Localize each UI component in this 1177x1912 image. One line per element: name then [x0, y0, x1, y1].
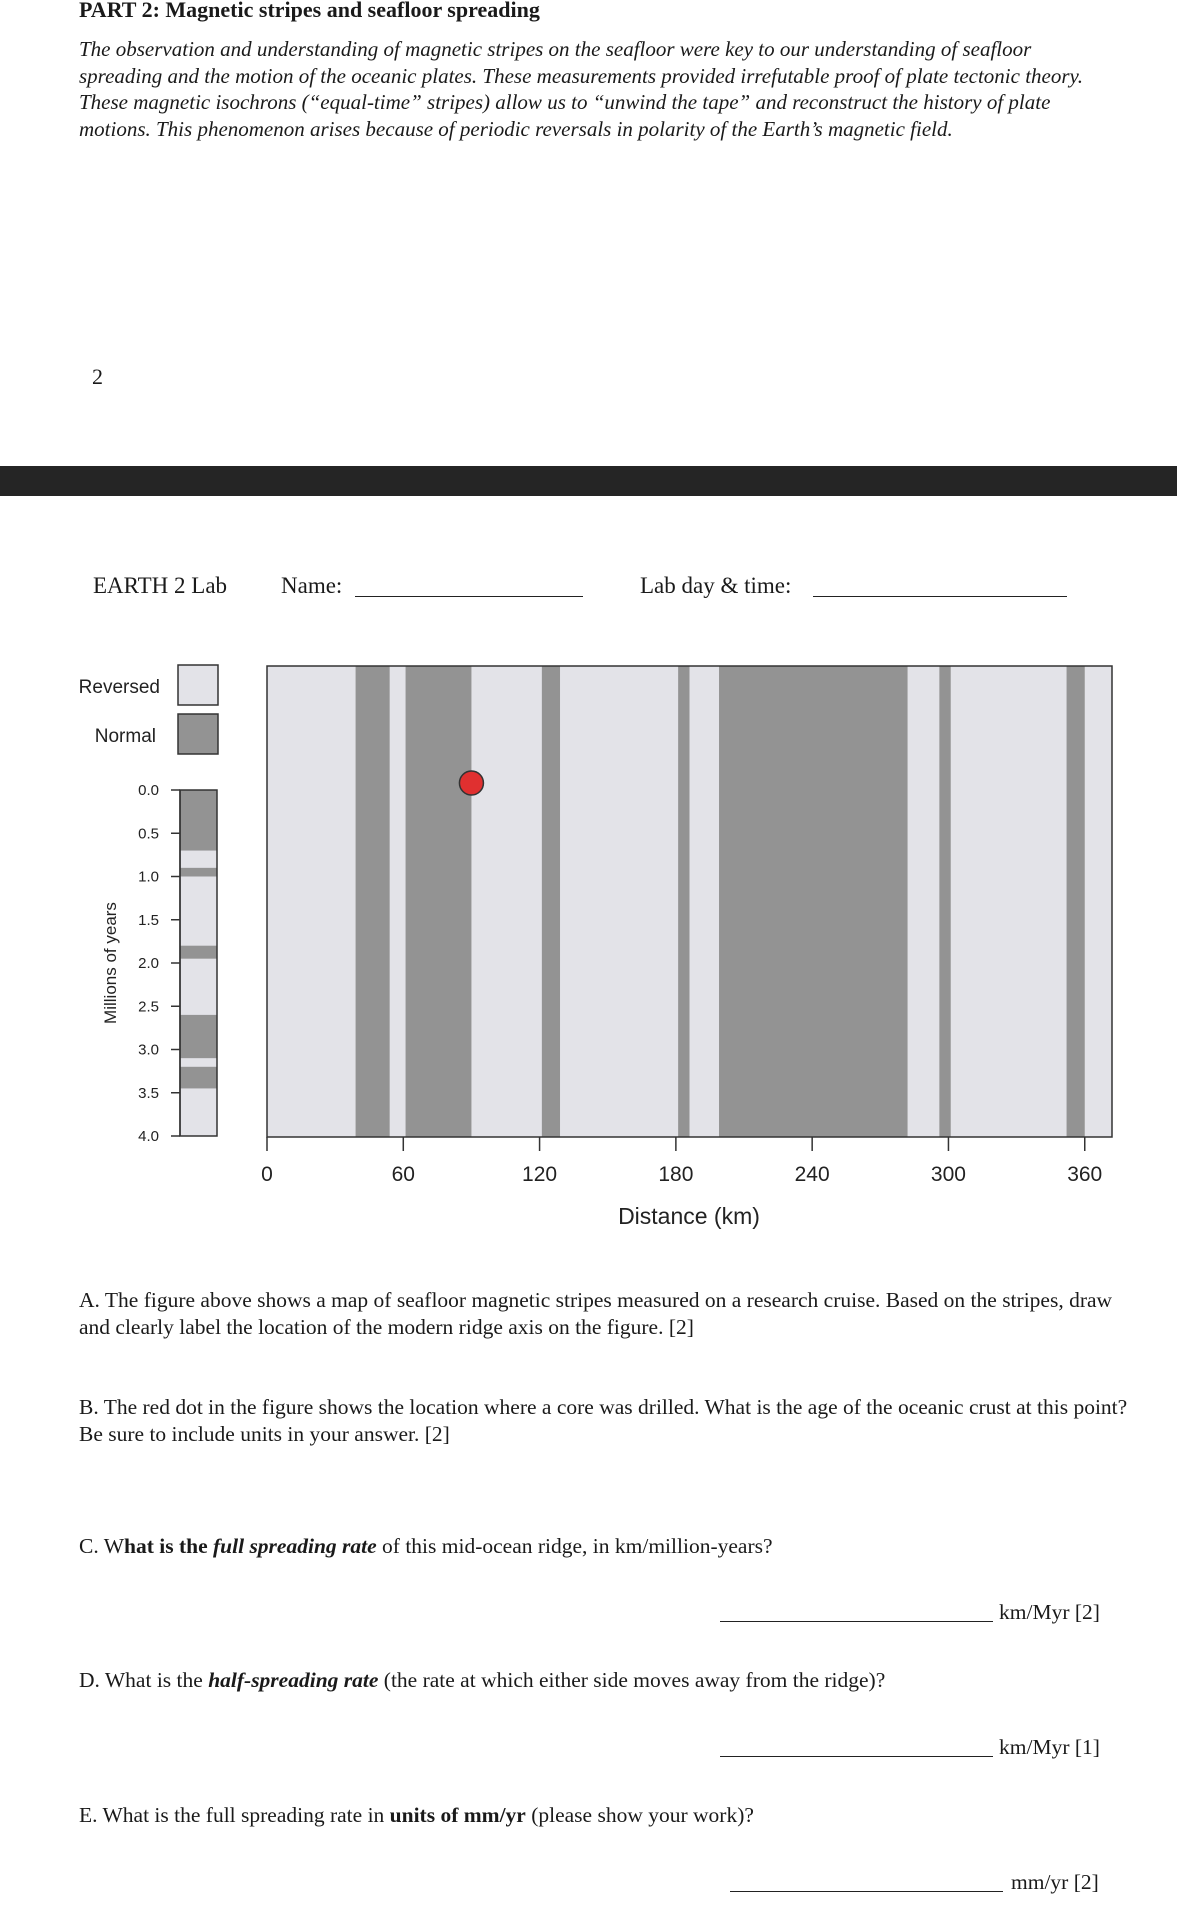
normal-stripe	[719, 666, 908, 1137]
question-d-emphasis: half-spreading rate	[208, 1668, 379, 1692]
question-c-rest: of this mid-ocean ridge, in km/million-years?	[376, 1534, 773, 1558]
normal-stripe	[678, 666, 689, 1137]
answer-d-field[interactable]	[720, 1756, 993, 1757]
timescale-normal-interval	[180, 868, 217, 877]
legend-reversed-swatch	[178, 665, 218, 705]
map-tick-label: 360	[1067, 1163, 1103, 1186]
legend-normal-label: Normal	[94, 726, 156, 747]
answer-d-unit: km/Myr [1]	[999, 1735, 1100, 1759]
timescale-tick-label: 1.5	[138, 911, 159, 929]
map-tick-label: 300	[930, 1163, 966, 1186]
question-e	[79, 1802, 1129, 1829]
lab-day-label: Lab day & time:	[640, 573, 792, 598]
timescale-normal-interval	[180, 1067, 217, 1089]
name-field[interactable]	[355, 596, 583, 597]
question-e-rest: (please show your work)?	[525, 1803, 754, 1827]
page-number: 2	[92, 364, 103, 389]
question-c-prefix: C. W	[79, 1534, 124, 1558]
question-e-prefix: E. What is the full spreading rate in	[79, 1803, 390, 1827]
timescale-tick-label: 3.5	[138, 1084, 159, 1102]
question-d	[79, 1667, 1129, 1694]
question-b: B. The red dot in the figure shows the location where a core was drilled. What is the age of the oceanic crust at this point? Be sure to include units in your answer. [2]	[79, 1395, 1128, 1446]
timescale-normal-interval	[180, 946, 217, 959]
question-c-emphasis: full spreading rate	[213, 1534, 377, 1558]
map-tick-label: 180	[658, 1163, 694, 1186]
stripe-map	[261, 666, 1112, 1186]
answer-c-unit: km/Myr [2]	[999, 1600, 1100, 1624]
answer-c-field[interactable]	[720, 1621, 993, 1622]
timescale-tick-label: 2.0	[138, 955, 159, 972]
timescale-normal-interval	[180, 790, 217, 851]
normal-stripe	[542, 666, 560, 1137]
question-d-prefix: D. What is the	[79, 1668, 209, 1692]
answer-e-unit: mm/yr [2]	[1011, 1870, 1099, 1894]
timescale-tick-label: 3.0	[138, 1041, 159, 1059]
intro-paragraph: The observation and understanding of magnetic stripes on the seafloor were key to our understanding of seafloor spreading and the motion of the oceanic plates. These measurements provided irrefutable proof of plate tectonic theory. These magnetic isochrons (“equal-time” stripes) allow us to “unwind the tape” and reconstruct the history of plate motions. This phenomenon arises because of periodic reversals in polarity of the Earth’s magnetic field.	[79, 37, 1083, 141]
map-tick-label: 240	[794, 1163, 830, 1186]
normal-stripe	[356, 666, 390, 1137]
map-xlabel: Distance (km)	[618, 1203, 760, 1229]
question-d-rest: (the rate at which either side moves away from the ridge)?	[378, 1668, 886, 1692]
course-label: EARTH 2 Lab	[93, 573, 228, 598]
lab-day-field[interactable]	[813, 596, 1067, 597]
timescale-tick-label: 0.0	[138, 782, 159, 799]
question-c	[79, 1533, 1129, 1560]
normal-stripe	[406, 666, 472, 1137]
page-break-bar	[0, 466, 1177, 496]
map-tick-label: 0	[261, 1163, 273, 1186]
map-tick-label: 60	[391, 1163, 415, 1186]
magnetic-stripes-figure	[0, 640, 1177, 1240]
timescale-tick-label: 1.0	[138, 868, 159, 886]
timescale-tick-label: 4.0	[138, 1128, 159, 1145]
question-e-emphasis: units of mm/yr	[389, 1803, 526, 1827]
core-site-dot	[459, 771, 483, 795]
map-tick-label: 120	[522, 1163, 558, 1186]
timescale-ylabel: Millions of years	[101, 902, 120, 1024]
name-label: Name:	[281, 573, 343, 598]
question-c-bold: hat is the	[124, 1534, 213, 1558]
polarity-timescale	[138, 782, 217, 1145]
legend-normal-swatch	[178, 714, 218, 754]
normal-stripe	[939, 666, 950, 1137]
answer-e-field[interactable]	[730, 1891, 1003, 1892]
legend-reversed-label: Reversed	[78, 677, 160, 698]
timescale-tick-label: 2.5	[138, 998, 159, 1016]
normal-stripe	[1067, 666, 1085, 1137]
timescale-tick-label: 0.5	[138, 825, 159, 843]
question-a: A. The figure above shows a map of seafloor magnetic stripes measured on a research cruise. Based on the stripes, draw and clearly label the location of the modern ridge axis on the figure. [2]	[79, 1288, 1113, 1339]
part-title: PART 2: Magnetic stripes and seafloor spreading	[79, 0, 540, 22]
timescale-normal-interval	[180, 1015, 217, 1058]
